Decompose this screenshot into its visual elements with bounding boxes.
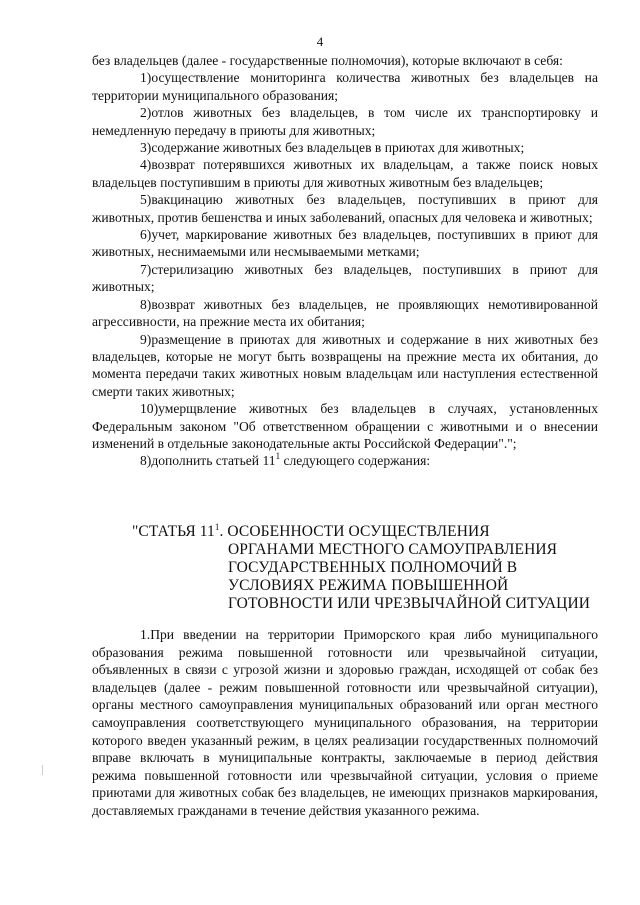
article-heading-line-3: ГОСУДАРСТВЕННЫХ ПОЛНОМОЧИЙ В (228, 559, 518, 576)
list-item-2: 2)отлов животных без владельцев, в том числе их транспортировку и немедленную передачу в приюты для животных; (92, 105, 598, 138)
list-item-5: 5)вакцинацию животных без владельцев, поступивших в приют для животных, против бешенства и иных заболеваний, опасных для человека и животных; (92, 192, 598, 225)
list-item-8: 8)возврат животных без владельцев, не проявляющих немотивированной агрессивности, на прежние места их обитания; (92, 296, 598, 330)
article-heading-line-4: УСЛОВИЯХ РЕЖИМА ПОВЫШЕННОЙ (228, 577, 509, 594)
list-item-9: 9)размещение в приютах для животных и содержание в них животных без владельцев, которые не могут быть возвращены на прежние места их обитания, до момента передачи таких животных новым владельцам или наступления естественной смерти таких животных; (92, 331, 598, 399)
amendment-sup: 1 (275, 451, 281, 462)
article-body (92, 626, 598, 820)
article-paragraph-1: 1.При введении на территории Приморского края либо муниципального образования режима повышенной готовности или чрезвычайной ситуации, объявленных в связи с угрозой жизни и здоровью граждан, исходящей от собак без владельцев (далее - режим повышенной готовности или чрезвычайной ситуации), органы местного самоуправления муниципальных образований или орган местного самоуправления соответствующего муниципального образования, на территории которого введен указанный режим, в целях реализации государственных полномочий вправе включать в муниципальные контракты, заключаемые в период действия режима повышенной готовности или чрезвычайной ситуации, условия о приеме приютами для животных собак без владельцев, не имеющих признаков маркирования, доставляемых гражданами в течение действия указанного режима. (92, 627, 598, 818)
amendment-prefix: 8)дополнить статьей 11 (140, 453, 276, 469)
list-item-3: 3)содержание животных без владельцев в приютах для животных; (140, 140, 525, 156)
article-heading-rest: . ОСОБЕННОСТИ ОСУЩЕСТВЛЕНИЯ (219, 523, 490, 540)
document-body (92, 52, 598, 470)
article-heading-sup: 1 (214, 522, 220, 532)
article-heading-lead: "СТАТЬЯ 11 (132, 523, 215, 540)
article-heading-line-1 (132, 523, 602, 541)
article-heading (132, 523, 602, 613)
list-item-7: 7)стерилизацию животных без владельцев, поступивших в приют для животных; (92, 261, 598, 295)
list-item-4: 4)возврат потерявшихся животных их владельцам, а также поиск новых владельцев поступившим в приюты для животных животным без владельцев; (92, 157, 598, 190)
paragraph-intro: без владельцев (далее - государственные полномочия), которые включают в себя: (92, 53, 563, 68)
article-heading-line-5: ГОТОВНОСТИ ИЛИ ЧРЕЗВЫЧАЙНОЙ СИТУАЦИИ (228, 595, 591, 612)
list-item-1: 1)осуществление мониторинга количества животных без владельцев на территории муниципального образования; (92, 70, 598, 103)
article-heading-line-2: ОРГАНАМИ МЕСТНОГО САМОУПРАВЛЕНИЯ (228, 541, 558, 558)
list-item-10: 10)умерщвление животных без владельцев в случаях, установленных Федеральным законом "Об ответственном обращении с животными и о внесении изменений в отдельные законодательные акты Российской Федерации"."; (92, 401, 598, 451)
amendment-suffix: следующего содержания: (280, 453, 431, 469)
amendment-line (92, 452, 598, 469)
scan-mark (42, 765, 43, 775)
list-item-6: 6)учет, маркирование животных без владельцев, поступивших в приют для животных, неснимаемыми или несмываемыми метками; (92, 227, 598, 260)
page-number: 4 (316, 34, 324, 49)
